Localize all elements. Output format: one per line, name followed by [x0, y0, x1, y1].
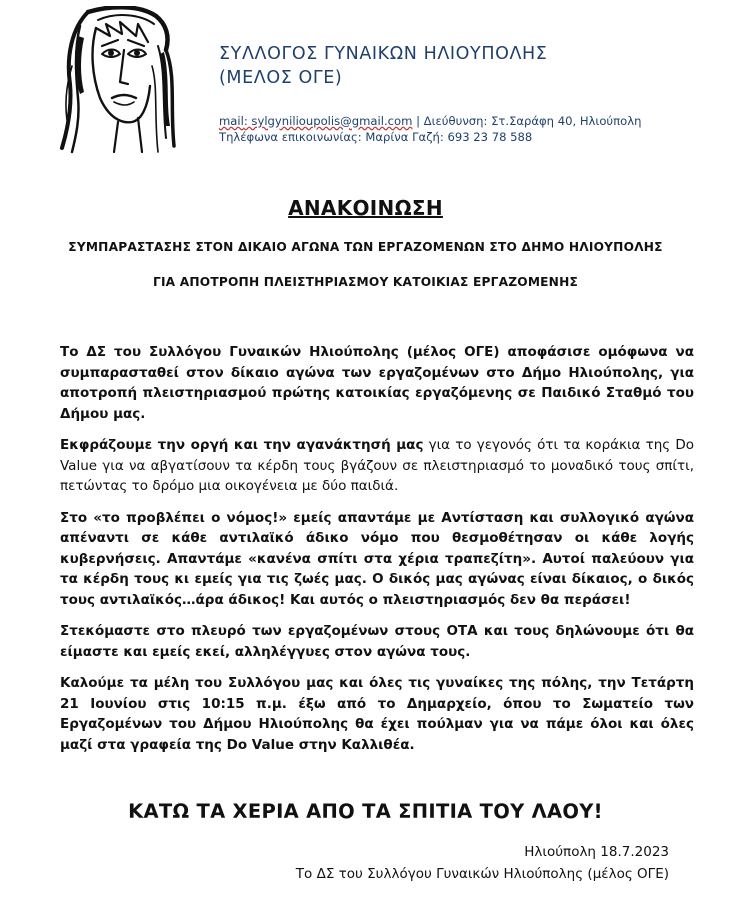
announcement-subtitle-2: ΓΙΑ ΑΠΟΤΡΟΠΗ ΠΛΕΙΣΤΗΡΙΑΣΜΟΥ ΚΑΤΟΙΚΙΑΣ ΕΡΓΑΖΟΜΕΝΗΣ	[152, 275, 579, 289]
paragraph-1: Το ΔΣ του Συλλόγου Γυναικών Ηλιούπολης (μέλος ΟΓΕ) αποφάσισε ομόφωνα να συμπαρασταθεί στον δίκαιο αγώνα των εργαζομένων στο Δήμο Ηλιούπολης, για αποτροπή πλειστηριασμού πρώτης κατοικίας εργαζόμενης σε Παιδικό Σταθμό του Δήμου μας.	[60, 344, 694, 422]
announcement-title: ΑΝΑΚΟΙΝΩΣΗ	[288, 196, 443, 220]
org-name-line2: (ΜΕΛΟΣ ΟΓΕ)	[219, 68, 343, 88]
contact-info	[219, 113, 641, 145]
paragraph-4: Στεκόμαστε στο πλευρό των εργαζομένων στους ΟΤΑ και τους δηλώνουμε ότι θα είμαστε και εμείς εκεί, αλληλέγγυες στον αγώνα τους.	[60, 623, 694, 660]
paragraph-5: Καλούμε τα μέλη του Συλλόγου μας και όλες τις γυναίκες της πόλης, την Τετάρτη 21 Ιουνίου στις 10:15 π.μ. έξω από το Δημαρχείο, όπου το Σωματείο των Εργαζομένων του Δήμου Ηλιούπολης θα έχει πούλμαν για να πάμε όλοι και όλες μαζί στα γραφεία της Do Value στην Καλλιθέα.	[60, 675, 694, 753]
phone-line: Τηλέφωνα επικοινωνίας: Μαρίνα Γαζή: 693 23 78 588	[219, 130, 533, 144]
announcement-subtitle-1: ΣΥΜΠΑΡΑΣΤΑΣΗΣ ΣΤΟΝ ΔΙΚΑΙΟ ΑΓΩΝΑ ΤΩΝ ΕΡΓΑΖΟΜΕΝΩΝ ΣΤΟ ΔΗΜΟ ΗΛΙΟΥΠΟΛΗΣ	[68, 240, 663, 254]
paragraph-2	[60, 435, 694, 497]
paragraph-3: Στο «το προβλέπει ο νόμος!» εμείς απαντάμε με Αντίσταση και συλλογικό αγώνα απέναντι σε κάθε αντιλαϊκό άδικο νόμο που θεσμοθέτησαν οι κάθε λογής κυβερνήσεις. Απαντάμε «κανένα σπίτι στα χέρια τραπεζίτη». Αυτοί παλεύουν για τα κέρδη τους κι εμείς για τις ζωές μας. Ο δικός μας αγώνας είναι δίκαιος, ο δικός τους αντιλαϊκός…άρα άδικος! Και αυτός ο πλειστηριασμός δεν θα περάσει!	[60, 509, 694, 608]
announcement-body	[60, 342, 694, 766]
woman-face-drawing-icon	[58, 6, 180, 154]
paragraph-2-bold: Εκφράζουμε την οργή και την αγανάκτησή μας	[60, 437, 424, 453]
date: Ηλιούπολη 18.7.2023	[524, 844, 669, 860]
mail-value[interactable]: : sylgynilioupolis@gmail.com	[243, 114, 413, 128]
address: | Διεύθυνση: Στ.Σαράφη 40, Ηλιούπολη	[412, 114, 642, 128]
org-name	[219, 42, 547, 90]
contact-line1	[219, 113, 641, 129]
mail-label: mail	[219, 114, 244, 128]
org-name-line1: ΣΥΛΛΟΓΟΣ ΓΥΝΑΙΚΩΝ ΗΛΙΟΥΠΟΛΗΣ	[219, 44, 548, 64]
slogan: ΚΑΤΩ ΤΑ ΧΕΡΙΑ ΑΠΟ ΤΑ ΣΠΙΤΙΑ ΤΟΥ ΛΑΟΥ!	[128, 800, 603, 823]
paragraph-2-rest: για το γεγονός ότι τα κοράκια της Do Value για να αβγατίσουν τα κέρδη τους βγάζουν σε πλειστηριασμό το μοναδικό τους σπίτι, πετώντας το δρόμο μια οικογένεια με δύο παιδιά.	[60, 437, 694, 494]
signature: Το ΔΣ του Συλλόγου Γυναικών Ηλιούπολης (μέλος ΟΓΕ)	[295, 866, 669, 882]
